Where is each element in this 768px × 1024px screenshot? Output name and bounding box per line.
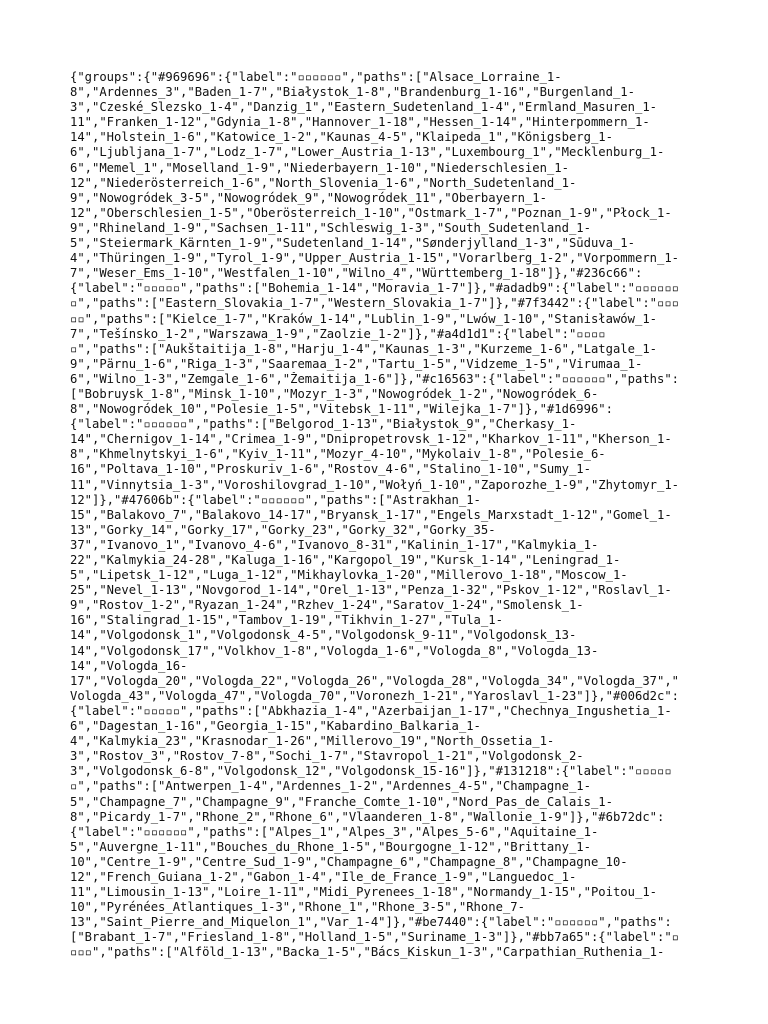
text-line: 6","Memel_1","Moselland_1-9","Niederbayern_1-10","Niederschlesien_1-	[70, 160, 569, 175]
text-line: ▫","paths":["Eastern_Slovakia_1-7","Western_Slovakia_1-7"]},"#7f3442":{"label":"▫▫▫	[70, 296, 680, 311]
text-line: 10","Pyrénées_Atlantiques_1-3","Rhone_1","Rhone_3-5","Rhone_7-	[70, 900, 525, 915]
text-line: ▫▫","paths":["Kielce_1-7","Kraków_1-14","Lublin_1-9","Lwów_1-10","Stanisławów_1-	[70, 311, 657, 326]
text-line: 7","Weser_Ems_1-10","Westfalen_1-10","Wilno_4","Württemberg_1-18"]},"#236c66":	[70, 266, 643, 281]
text-line: 9","Rostov_1-2","Ryazan_1-24","Rzhev_1-24","Saratov_1-24","Smolensk_1-	[70, 598, 584, 613]
text-line: 9","Nowogródek_3-5","Nowogródek_9","Nowogródek_11","Oberbayern_1-	[70, 190, 547, 205]
text-line: 37","Ivanovo_1","Ivanovo_4-6","Ivanovo_8-31","Kalinin_1-17","Kalmykia_1-	[70, 537, 599, 552]
text-line: {"label":"▫▫▫▫▫▫","paths":["Alpes_1","Alpes_3","Alpes_5-6","Aquitaine_1-	[70, 824, 599, 839]
text-line: ▫▫▫","paths":["Alföld_1-13","Backa_1-5","Bács_Kiskun_1-3","Carpathian_Ruthenia_1-	[70, 945, 665, 960]
text-line: 16","Stalingrad_1-15","Tambov_1-19","Tikhvin_1-27","Tula_1-	[70, 613, 503, 628]
text-line: 8","Picardy_1-7","Rhone_2","Rhone_6","Vlaanderen_1-8","Wallonie_1-9"]},"#6b72dc":	[70, 809, 665, 824]
text-line: 14","Chernigov_1-14","Crimea_1-9","Dnipropetrovsk_1-12","Kharkov_1-11","Kherson_1-	[70, 432, 672, 447]
text-line: 3","Rostov_3","Rostov_7-8","Sochi_1-7","Stavropol_1-21","Volgodonsk_2-	[70, 749, 584, 764]
text-line: 6","Ljubljana_1-7","Lodz_1-7","Lower_Austria_1-13","Luxembourg_1","Mecklenburg_1-	[70, 145, 665, 160]
text-line: 5","Lipetsk_1-12","Luga_1-12","Mikhaylovka_1-20","Millerovo_1-18","Moscow_1-	[70, 568, 628, 583]
text-line: {"label":"▫▫▫▫▫","paths":["Abkhazia_1-4","Azerbaijan_1-17","Chechnya_Ingushetia_1-	[70, 703, 672, 718]
text-line: 8","Nowogródek_10","Polesie_1-5","Vitebsk_1-11","Wilejka_1-7"]},"#1d6996":	[70, 402, 613, 417]
text-line: 9","Rhineland_1-9","Sachsen_1-11","Schleswig_1-3","South_Sudetenland_1-	[70, 220, 591, 235]
text-line: ["Brabant_1-7","Friesland_1-8","Holland_1-5","Suriname_1-3"]},"#bb7a65":{"label":"▫	[70, 930, 680, 945]
text-line: 17","Vologda_20","Vologda_22","Vologda_26","Vologda_28","Vologda_34","Vologda_37","	[70, 673, 680, 688]
text-line: 8","Ardennes_3","Baden_1-7","Białystok_1-8","Brandenburg_1-16","Burgenland_1-	[70, 85, 635, 100]
text-line: 14","Volgodonsk_17","Volkhov_1-8","Vologda_1-6","Vologda_8","Vologda_13-	[70, 643, 599, 658]
text-line: 16","Poltava_1-10","Proskuriv_1-6","Rostov_4-6","Stalino_1-10","Sumy_1-	[70, 462, 591, 477]
text-line: 15","Balakovo_7","Balakovo_14-17","Bryansk_1-17","Engels_Marxstadt_1-12","Gomel_1-	[70, 507, 672, 522]
text-line: 3","Czeské_Slezsko_1-4","Danzig_1","Eastern_Sudetenland_1-4","Ermland_Masuren_1-	[70, 100, 657, 115]
text-line: 7","Tešínsko_1-2","Warszawa_1-9","Zaolzie_1-2"]},"#a4d1d1":{"label":"▫▫▫▫	[70, 326, 606, 341]
text-line: 14","Vologda_16-	[70, 658, 188, 673]
text-line: 14","Holstein_1-6","Katowice_1-2","Kaunas_4-5","Klaipeda_1","Königsberg_1-	[70, 130, 613, 145]
text-line: ▫","paths":["Aukštaitija_1-8","Harju_1-4","Kaunas_1-3","Kurzeme_1-6","Latgale_1-	[70, 341, 657, 356]
text-line: 14","Volgodonsk_1","Volgodonsk_4-5","Volgodonsk_9-11","Volgodonsk_13-	[70, 628, 577, 643]
text-line: 25","Nevel_1-13","Novgorod_1-14","Orel_1-13","Penza_1-32","Pskov_1-12","Roslavl_1-	[70, 583, 672, 598]
text-line: 12","French_Guiana_1-2","Gabon_1-4","Ile_de_France_1-9","Languedoc_1-	[70, 869, 577, 884]
text-line: 22","Kalmykia_24-28","Kaluga_1-16","Kargopol_19","Kursk_1-14","Leningrad_1-	[70, 553, 621, 567]
text-line: {"label":"▫▫▫▫▫▫","paths":["Belgorod_1-13","Białystok_9","Cherkasy_1-	[70, 417, 577, 432]
text-line: 5","Champagne_7","Champagne_9","Franche_Comte_1-10","Nord_Pas_de_Calais_1-	[70, 794, 613, 809]
text-line: 4","Thüringen_1-9","Tyrol_1-9","Upper_Austria_1-15","Vorarlberg_1-2","Vorpommern_1-	[70, 251, 680, 266]
text-line: 12","Oberschlesien_1-5","Oberösterreich_1-10","Ostmark_1-7","Poznan_1-9","Płock_1-	[70, 205, 672, 220]
text-line: 12"]},"#47606b":{"label":"▫▫▫▫▫▫","paths":["Astrakhan_1-	[70, 492, 481, 507]
text-line: 5","Auvergne_1-11","Bouches_du_Rhone_1-5","Bourgogne_1-12","Brittany_1-	[70, 839, 591, 854]
text-line: 11","Vinnytsia_1-3","Voroshilovgrad_1-10","Wołyń_1-10","Zaporozhe_1-9","Zhytomyr_1-	[70, 477, 680, 492]
text-line: 9","Pärnu_1-6","Riga_1-3","Saaremaa_1-2","Tartu_1-5","Vidzeme_1-5","Virumaa_1-	[70, 356, 643, 371]
text-line: {"label":"▫▫▫▫▫","paths":["Bohemia_1-14","Moravia_1-7"]},"#adadb9":{"label":"▫▫▫▫▫▫	[70, 281, 680, 296]
text-line: ["Bobruysk_1-8","Minsk_1-10","Mozyr_1-3","Nowogródek_1-2","Nowogródek_6-	[70, 386, 599, 401]
text-line: 4","Kalmykia_23","Krasnodar_1-26","Millerovo_19","North_Ossetia_1-	[70, 734, 555, 749]
text-line: 11","Franken_1-12","Gdynia_1-8","Hannover_1-18","Hessen_1-14","Hinterpommern_1-	[70, 115, 650, 130]
text-line: 3","Volgodonsk_6-8","Volgodonsk_12","Volgodonsk_15-16"]},"#131218":{"label":"▫▫▫▫▫	[70, 764, 672, 779]
text-line: 13","Gorky_14","Gorky_17","Gorky_23","Gorky_32","Gorky_35-	[70, 522, 496, 537]
text-line: ▫","paths":["Antwerpen_1-4","Ardennes_1-2","Ardennes_4-5","Champagne_1-	[70, 779, 591, 794]
text-line: 8","Khmelnytskyi_1-6","Kyiv_1-11","Mozyr_4-10","Mykolaiv_1-8","Polesie_6-	[70, 447, 606, 462]
text-line: 11","Limousin_1-13","Loire_1-11","Midi_Pyrenees_1-18","Normandy_1-15","Poitou_1-	[70, 885, 657, 900]
text-line: {"groups":{"#969696":{"label":"▫▫▫▫▫▫","paths":["Alsace_Lorraine_1-	[70, 70, 562, 84]
text-line: 6","Wilno_1-3","Zemgale_1-6","Žemaitija_1-6"]},"#c16563":{"label":"▫▫▫▫▫▫","paths":	[70, 371, 680, 386]
text-line: Vologda_43","Vologda_47","Vologda_70","Voronezh_1-21","Yaroslavl_1-23"]},"#006d2c":	[70, 688, 680, 703]
text-line: 5","Steiermark_Kärnten_1-9","Sudetenland_1-14","Sønderjylland_1-3","Sūduva_1-	[70, 236, 635, 251]
text-line: 6","Dagestan_1-16","Georgia_1-15","Kabardino_Balkaria_1-	[70, 719, 481, 734]
json-text-document	[70, 70, 698, 961]
text-line: 12","Niederösterreich_1-6","North_Slovenia_1-6","North_Sudetenland_1-	[70, 175, 577, 190]
text-line: 10","Centre_1-9","Centre_Sud_1-9","Champagne_6","Champagne_8","Champagne_10-	[70, 854, 628, 869]
text-line: 13","Saint_Pierre_and_Miquelon_1","Var_1-4"]},"#be7440":{"label":"▫▫▫▫▫▫","paths":	[70, 915, 672, 930]
